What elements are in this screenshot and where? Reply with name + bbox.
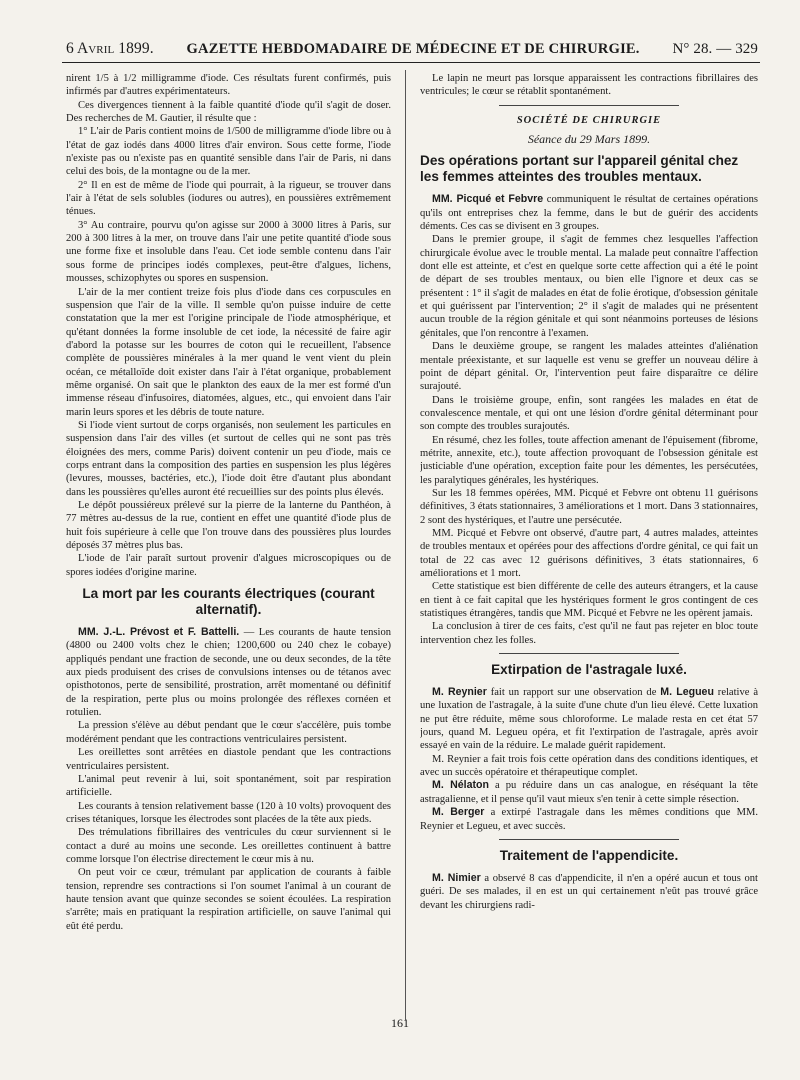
author-names: MM. Picqué et Febvre	[432, 193, 544, 206]
paragraph: Le dépôt poussiéreux prélevé sur la pierre de la lanterne du Panthéon, à 77 mètres au-dessus de la rue, contient en effet une quantité d'iode plus de huit fois supérieure à celle que l'on trouve dans des poussières plus lourdes déposés 37 mètres plus bas.	[66, 500, 391, 552]
paragraph: Sur les 18 femmes opérées, MM. Picqué et Febvre ont obtenu 11 guérisons définitives, 3 états stationnaires, 3 améliorations et 1 mort. Dans 3 stationnaires, 2 sont des hystériques, et l'autre une persécutée.	[420, 487, 758, 526]
section-heading-appendicite: Traitement de l'appendicite.	[499, 847, 679, 863]
paragraph	[420, 806, 758, 833]
paragraph	[420, 193, 758, 233]
paragraph-text: a observé 8 cas d'appendicite, il n'en a opéré aucun et tous ont guéri. De ses malades, il en est un qui certainement n'eût pas trouvé grâce devant les chirurgiens radi-	[420, 872, 758, 911]
paragraph: Dans le premier groupe, il s'agit de femmes chez lesquelles l'affection chirurgicale évolue avec le trouble mental. La malade peut connaître l'affection dont elle est atteinte, et c'est en quelque sorte cette affection qui a été le point de départ de ses troubles mentaux, ou bien elle l'ignore et deux cas se présentent : 1° il s'agit de malades en état de folie érotique, d'obsession génitale et qui guérissent par l'intervention; 2° il s'agit de malades qui ne présentent aucun trouble de la région génitale et qui sont néanmoins porteuses de lésions génitales, que l'on rencontre à l'examen.	[420, 234, 758, 339]
paragraph: MM. Picqué et Febvre ont observé, d'autre part, 4 autres malades, atteintes de troubles mentaux et opérées pour des affections d'ordre génital, ce qui fait un total de 22 cas avec 12 guérisons définitives, 3 états stationnaires, 6 améliorations et 1 mort.	[420, 527, 758, 579]
section-rule	[499, 839, 679, 840]
paragraph	[66, 626, 391, 719]
header-date: 6 Avril 1899.	[66, 40, 154, 57]
header-page-number: N° 28. — 329	[672, 41, 758, 57]
running-header	[66, 40, 758, 60]
left-column	[66, 72, 391, 1004]
right-column	[420, 72, 758, 1004]
paragraph: nirent 1/5 à 1/2 milligramme d'iode. Ces résultats furent confirmés, puis infirmés par d'autres expérimentateurs.	[66, 73, 391, 98]
paragraph	[420, 686, 758, 753]
paragraph: 2° Il en est de même de l'iode qui pourrait, à la rigueur, se trouver dans l'air à l'état de sels solubles (iodures ou autres), en poussières extrêmement ténues.	[66, 179, 391, 218]
author-names: M. Nélaton	[432, 779, 489, 792]
paragraph: La conclusion à tirer de ces faits, c'est qu'il ne faut pas rejeter en bloc toute intervention chez les folles.	[420, 621, 758, 646]
paragraph: Des trémulations fibrillaires des ventricules du cœur surviennent si le contact a duré au moins une seconde. Les oreillettes continuent à battre comme lorsque l'on électrise directement le cœur mis à nu.	[66, 827, 391, 865]
paragraph: L'iode de l'air paraît surtout provenir d'algues microscopiques ou de spores iodées d'origine marine.	[66, 553, 391, 578]
column-divider	[405, 70, 406, 1020]
paragraph: Dans le deuxième groupe, se rangent les malades atteintes d'aliénation mentale préexistante, et sur laquelle est venu se greffer un nouveau délire à point de départ génital. Or, l'intervention peut faire disparaître ce délire surajouté.	[420, 341, 758, 393]
section-heading-operations: Des opérations portant sur l'appareil génital chez les femmes atteintes des troubles mentaux.	[420, 153, 739, 185]
author-names: M. Nimier	[432, 871, 481, 884]
paragraph-text: a pu réduire dans un cas analogue, en réséquant la tête astragalienne, et il pense qu'il vaut mieux s'en tenir à cette simple résection.	[420, 780, 758, 805]
section-heading-mort: La mort par les courants électriques (courant alternatif).	[82, 586, 375, 618]
author-names: MM. J.-L. Prévost et F. Battelli.	[78, 626, 240, 639]
paragraph: Cette statistique est bien différente de celle des auteurs étrangers, et la cause en tient à ce fait capital que les hystériques forment le gros contingent de ces statistiques étrangères, tandis que MM. Picqué et Febvre ne les opèrent jamais.	[420, 581, 758, 620]
society-title: SOCIÉTÉ DE CHIRURGIE	[516, 114, 662, 126]
paragraph: L'animal peut revenir à lui, soit spontanément, soit par respiration artificielle.	[66, 773, 391, 799]
header-rule	[62, 62, 760, 63]
paragraph: M. Reynier a fait trois fois cette opération dans des conditions identiques, et avec un succès opératoire et thérapeutique complet.	[420, 753, 758, 779]
author-names: M. Reynier	[432, 686, 487, 699]
paragraph: Les oreillettes sont arrêtées en diastole pendant que les contractions ventriculaires persistent.	[66, 747, 391, 772]
session-date: Séance du 29 Mars 1899.	[527, 132, 651, 147]
paragraph-text: fait un rapport sur une observation de	[486, 687, 661, 699]
paragraph-text: relative à une luxation de l'astragale, à la suite d'une chute d'un lieu élevé. Cette luxation ne put être réduite, même sous chloroforme. Le malade resta en cet état 57 jours, quand M. Legueu opéra, et fit l'extirpation de l'astragale, après avoir essayé en vain de la réduire. Le malade guérit rapidement.	[420, 687, 758, 752]
paragraph-text: — Les courants de haute tension (4800 ou 2400 volts chez le chien; 1200,600 ou 240 chez le cobaye) appliqués pendant une fraction de seconde, une ou deux secondes, de la tête aux pieds produisent des crises de convulsions intenses ou de tétanos avec opisthotonos, perte de sensibilité, prostration, arrêt momentané ou définitif de la respiration, perte plus ou moins prolongée des réflexes cornéen et rotulien.	[66, 627, 391, 719]
paragraph	[420, 779, 758, 806]
paragraph: 1° L'air de Paris contient moins de 1/500 de milligramme d'iode libre ou à l'état de gaz iodés dans 4000 litres d'air environ. Sous cette forme, l'iode n'existe pas ou n'existe pas en quantité sensible dans l'air de Paris, ni dans celui des bois, de la montagne ou de la mer.	[66, 126, 391, 178]
section-rule	[499, 105, 679, 106]
header-title: GAZETTE HEBDOMADAIRE DE MÉDECINE ET DE CHIRURGIE.	[186, 41, 640, 57]
paragraph: On peut voir ce cœur, trémulant par application de courants à faible tension, reprendre ses contractions si l'on soumet l'animal à un courant de haute tension avant que quinze secondes se soient écoulées. La respiration s'arrête; mais en pratiquant la respiration artificielle, on sauve l'animal qui eût été perdu.	[66, 867, 391, 932]
paragraph: En résumé, chez les folles, toute affection amenant de l'épuisement (fibrome, métrite, annexite, etc.), toute affection provoquant de l'obsession génitale est justiciable d'une opération, exception faite pour les démentes, les persécutées, les paralytiques générales, les hystériques.	[420, 434, 758, 486]
section-heading-astragale: Extirpation de l'astragale luxé.	[491, 662, 687, 678]
author-names: M. Legueu	[660, 686, 714, 699]
paragraph: Le lapin ne meurt pas lorsque apparaissent les contractions fibrillaires des ventricules; le cœur se rétablit spontanément.	[420, 73, 758, 98]
folio-number: 161	[391, 1016, 409, 1030]
paragraph: 3° Au contraire, pourvu qu'on agisse sur 2000 à 3000 litres à Paris, sur 200 à 300 litres à la mer, on trouve dans l'air une petite quantité d'iode sous une forme fixe et insoluble dans l'eau. Cet iode semble contenu dans l'air sous forme de principes iodés complexes, peut-être d'algues, lichens, mousses, schizophytes ou spores en suspension.	[66, 219, 391, 285]
paragraph: Si l'iode vient surtout de corps organisés, non seulement les particules en suspension dans l'air des villes (et surtout de celles qui ne sont pas très éloignées des mers, comme Paris) doivent contenir un peu d'iode, mais ce corps entrant dans la composition des parties en suspension les plus légères (levures, mousses, bactéries, etc.), l'iode doit être d'autant plus abondant dans les poussières qu'elles auront été recueillies sur des points plus élevés.	[66, 419, 391, 498]
paragraph: L'air de la mer contient treize fois plus d'iode dans ces corpuscules en suspension que l'air de la ville. Il semble qu'on puisse induire de cette constatation que la mer est l'origine principale de l'iode atmosphérique, et qu'étant données la forme insoluble de cet iode, la nécessité de faire agir d'abord la potasse sur les bourres de coton qui le recueillent, l'absence complète de poussières minérales à la mer quand le vent vient du plein océan, ce métalloïde doit exister dans l'air à l'état organique, probablement même organisé. On sait que le plankton des eaux de la mer est formé d'un immense réseau d'infusoires, diatomées, algues, etc., qui envoient dans l'air marin leurs spores et les débris de toute nature.	[66, 286, 391, 418]
paragraph: Les courants à tension relativement basse (120 à 10 volts) provoquent des crises tétaniques, lorsque les électrodes sont placées de la tête aux pieds.	[66, 800, 391, 825]
paragraph: Ces divergences tiennent à la faible quantité d'iode qu'il s'agit de doser. Des recherches de M. Gautier, il résulte que :	[66, 99, 391, 125]
paragraph	[420, 872, 758, 912]
paragraph-text: communiquent le résultat de certaines opérations qu'ils ont entreprises chez la femme, dans le but de guérir des accidents déments. Ces cas se divisent en 3 groupes.	[420, 194, 758, 233]
paragraph: La pression s'élève au début pendant que le cœur s'accélère, puis tombe modérément pendant que les contractions ventriculaires persistent.	[66, 720, 391, 745]
paragraph: Dans le troisième groupe, enfin, sont rangées les malades en état de convalescence mentale, et qui ont une lésion d'ordre génital déterminant pour son compte des troubles surajoutés.	[420, 394, 758, 433]
section-rule	[499, 653, 679, 654]
author-names: M. Berger	[432, 806, 485, 819]
paragraph-text: a extirpé l'astragale dans les mêmes conditions que MM. Reynier et Legueu, et avec succès.	[420, 807, 758, 832]
